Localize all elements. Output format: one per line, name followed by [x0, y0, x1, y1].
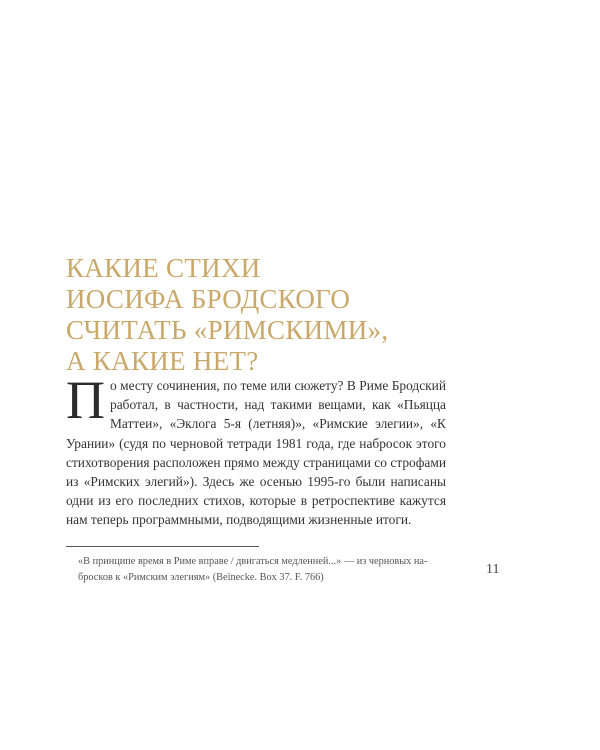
heading-line-3: СЧИТАТЬ «РИМСКИМИ»,	[66, 315, 389, 345]
footnote	[78, 554, 448, 586]
body-paragraph	[66, 370, 446, 530]
heading-line-1: КАКИЕ СТИХИ	[66, 253, 261, 283]
body-text: о месту сочинения, по теме или сюжету? В Риме Бродский работал, в частности, над такими вещами, как «Пьяцца Маттеи», «Эклога 5-я (летняя)», «Римские элегии», «К Урании» (судя по черновой тетради 1981 года, где набросок этого стихотворения расположен прямо между страницами со строфами из «Римских элегий»). Здесь же осенью 1995-го были написаны одни из его последних стихов, которые в ретроспективе кажутся нам теперь программными, подводящими жизненные итоги.	[66, 378, 446, 528]
heading-line-4: А КАКИЕ НЕТ?	[66, 346, 259, 376]
page-number: 11	[486, 562, 500, 577]
footnote-line-1: «В принципе время в Риме вправе / двигаться медленней...» — из черновых на-	[78, 556, 428, 567]
heading-line-2: ИОСИФА БРОДСКОГО	[66, 284, 351, 314]
footnote-divider	[66, 546, 259, 547]
drop-cap: П	[66, 370, 105, 430]
section-heading	[66, 253, 486, 377]
footnote-line-2: бросков к «Римским элегиям» (Beinecke. Box 37. F. 766)	[78, 572, 324, 583]
